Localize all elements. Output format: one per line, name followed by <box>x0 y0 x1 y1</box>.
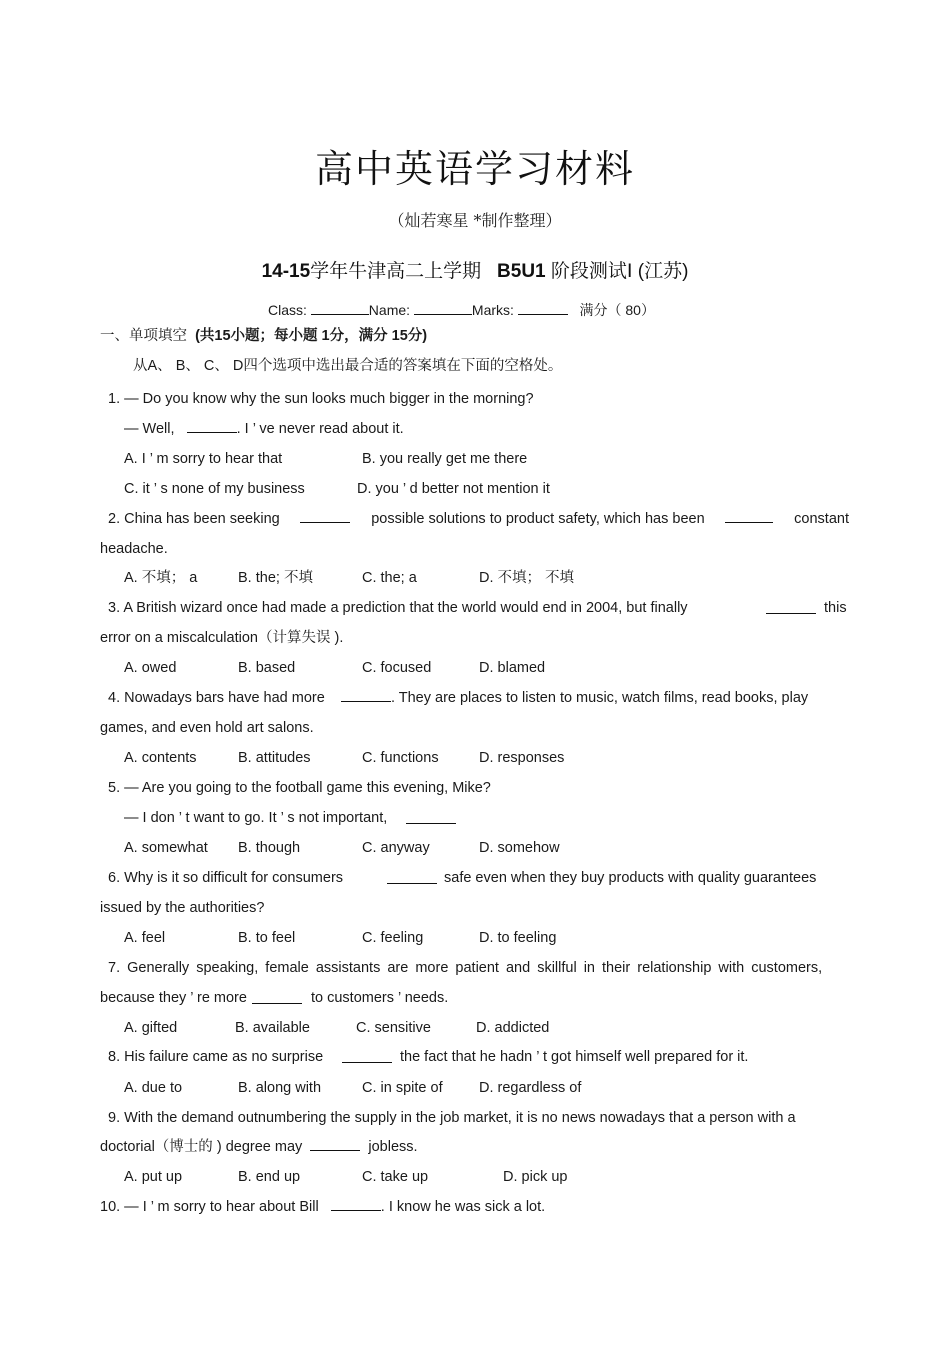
name-label: Name: <box>368 302 411 318</box>
q7-stem-a: 7. Generally speaking, female assistants are more patient and skillful in their relationship with customers, <box>108 960 823 976</box>
section-heading-text: 一、单项填空 <box>100 328 187 344</box>
q5-option-d: D. somehow <box>479 840 560 856</box>
q1-option-c: C. it ’ s none of my business <box>124 481 305 497</box>
full-score: 满分（ 80） <box>579 302 655 318</box>
q1-stem-b-start: — Well, <box>124 421 175 437</box>
q9-stem-b-start: doctorial（博士的 ) degree may <box>100 1139 303 1155</box>
q7-option-d: D. addicted <box>476 1020 550 1036</box>
q5-blank[interactable] <box>406 811 456 824</box>
q1-option-a: A. I ’ m sorry to hear that <box>124 451 283 467</box>
q9-stem-a: 9. With the demand outnumbering the supply in the job market, it is no news nowadays that a person with a <box>108 1110 796 1126</box>
q6-blank[interactable] <box>387 871 437 884</box>
q7-option-b: B. available <box>235 1020 310 1036</box>
test-title-region: (江苏) <box>637 261 689 282</box>
q8-option-a: A. due to <box>124 1080 183 1096</box>
q4-blank[interactable] <box>341 689 391 702</box>
q1-stem-b-end: . I ’ ve never read about it. <box>236 421 404 437</box>
q4-stem-a-end: . They are places to listen to music, watch films, read books, play <box>390 690 809 706</box>
test-title-test: 阶段测试Ⅰ <box>550 261 633 282</box>
q7-option-a: A. gifted <box>124 1020 178 1036</box>
q10-blank[interactable] <box>331 1198 381 1211</box>
q4-option-c: C. functions <box>362 750 439 766</box>
q2-option-c: C. the; a <box>362 570 417 586</box>
q8-stem-a-end: the fact that he hadn ’ t got himself well prepared for it. <box>400 1049 749 1065</box>
q4-stem-a <box>108 689 808 707</box>
q7-blank[interactable] <box>252 991 302 1004</box>
q7-option-c: C. sensitive <box>356 1020 431 1036</box>
q9-option-b: B. end up <box>238 1169 301 1185</box>
q9-option-c: C. take up <box>362 1169 429 1185</box>
q10-stem-a-start: 10. — I ’ m sorry to hear about Bill <box>100 1199 319 1215</box>
q5-option-c: C. anyway <box>362 840 430 856</box>
q8-stem-a-start: 8. His failure came as no surprise <box>108 1049 324 1065</box>
q6-option-b: B. to feel <box>238 930 296 946</box>
q8-option-b: B. along with <box>238 1080 322 1096</box>
q6-stem-a-start: 6. Why is it so difficult for consumers <box>108 870 344 886</box>
q6-option-c: C. feeling <box>362 930 424 946</box>
q2-stem-b: headache. <box>100 541 168 557</box>
q7-stem-b-start: because they ’ re more <box>100 990 247 1006</box>
q9-stem-b-end: jobless. <box>368 1139 418 1155</box>
q5-stem-b: — I don ’ t want to go. It ’ s not important, <box>124 810 388 826</box>
q2-stem-a-start: 2. China has been seeking <box>108 511 280 527</box>
q3-stem-b: error on a miscalculation（计算失误 ). <box>100 630 344 646</box>
main-title: 高中英语学习材料 <box>314 147 635 191</box>
q9-stem-b <box>100 1138 418 1156</box>
q9-blank[interactable] <box>310 1138 360 1151</box>
test-title-term: 学年牛津高二上学期 <box>310 261 482 282</box>
q6-option-a: A. feel <box>124 930 166 946</box>
q3-stem-a-end: this <box>824 600 847 616</box>
q3-option-a: A. owed <box>124 660 177 676</box>
q2-stem-a <box>108 510 849 528</box>
student-info <box>268 300 655 320</box>
q9-option-a: A. put up <box>124 1169 183 1185</box>
marks-blank[interactable] <box>518 302 568 315</box>
q5-stem-a: 5. — Are you going to the football game this evening, Mike? <box>108 780 491 796</box>
q3-option-b: B. based <box>238 660 296 676</box>
q2-blank-2[interactable] <box>725 510 773 523</box>
q4-stem-a-start: 4. Nowadays bars have had more <box>108 690 325 706</box>
test-title <box>0 256 950 283</box>
q3-stem-a-start: 3. A British wizard once had made a prediction that the world would end in 2004, but finally <box>108 600 688 616</box>
test-title-unit: B5U1 <box>497 261 546 282</box>
q2-blank-1[interactable] <box>300 510 350 523</box>
q3-blank[interactable] <box>766 601 816 614</box>
q1-option-b: B. you really get me there <box>362 451 528 467</box>
class-label: Class: <box>268 302 307 318</box>
q1-option-d: D. you ’ d better not mention it <box>357 481 550 497</box>
subtitle: （灿若寒星 *制作整理） <box>388 211 562 230</box>
q3-option-c: C. focused <box>362 660 432 676</box>
q6-stem-a-end: safe even when they buy products with quality guarantees <box>444 870 817 886</box>
q4-option-a: A. contents <box>124 750 197 766</box>
q3-option-d: D. blamed <box>479 660 546 676</box>
name-blank[interactable] <box>414 302 472 315</box>
q6-stem-b: issued by the authorities? <box>100 900 265 916</box>
q2-stem-a-end: constant <box>794 511 849 527</box>
section-heading-note: (共15小题；每小题 1分，满分 15分) <box>195 328 428 344</box>
q5-option-a: A. somewhat <box>124 840 208 856</box>
q2-option-b: B. the; 不填 <box>238 570 313 586</box>
test-title-year: 14-15 <box>261 261 311 282</box>
q8-option-d: D. regardless of <box>479 1080 582 1096</box>
q6-option-d: D. to feeling <box>479 930 557 946</box>
marks-label: Marks: <box>471 302 514 318</box>
q4-option-d: D. responses <box>479 750 565 766</box>
q4-stem-b: games, and even hold art salons. <box>100 720 314 736</box>
q2-option-d: D. 不填； 不填 <box>479 570 575 586</box>
q2-stem-a-mid: possible solutions to product safety, which has been <box>371 511 705 527</box>
q7-stem-b-end: to customers ’ needs. <box>311 990 449 1006</box>
q10-stem-a <box>100 1198 545 1216</box>
q1-stem-b <box>124 420 404 438</box>
q4-option-b: B. attitudes <box>238 750 311 766</box>
q10-stem-a-end: . I know he was sick a lot. <box>380 1199 546 1215</box>
q8-option-c: C. in spite of <box>362 1080 443 1096</box>
class-blank[interactable] <box>311 302 369 315</box>
q2-option-a: A. 不填； a <box>124 570 198 586</box>
q1-stem-a: 1. — Do you know why the sun looks much bigger in the morning? <box>108 391 534 407</box>
q9-option-d: D. pick up <box>503 1169 568 1185</box>
section-heading <box>100 327 427 345</box>
q8-blank[interactable] <box>342 1050 392 1063</box>
q5-option-b: B. though <box>238 840 301 856</box>
q1-blank[interactable] <box>187 420 237 433</box>
section-instruction: 从A、 B、 C、 D四个选项中选出最合适的答案填在下面的空格处。 <box>133 358 563 374</box>
